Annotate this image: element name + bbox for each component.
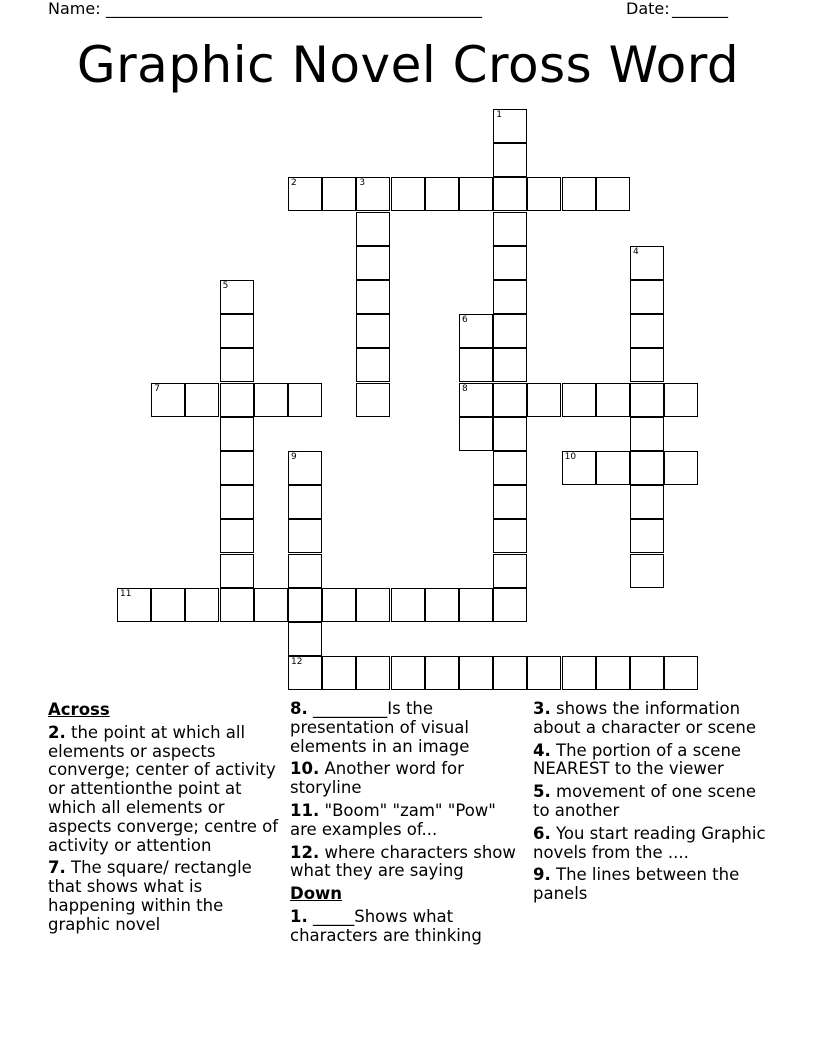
clue-across-10 [290,760,525,798]
crossword-cell[interactable] [562,177,596,211]
crossword-cell[interactable] [220,451,254,485]
crossword-cell[interactable] [254,588,288,622]
crossword-cell[interactable] [322,177,356,211]
clues-column-1 [48,700,283,939]
crossword-cell[interactable] [630,314,664,348]
clue-text: Another word for storyline [290,759,464,798]
crossword-cell[interactable] [493,280,527,314]
clue-across-11 [290,802,525,840]
clue-text: "Boom" "zam" "Pow" are examples of... [290,800,496,839]
crossword-cell[interactable] [425,588,459,622]
clue-text: _________Is the presentation of visual elements in an image [290,699,470,756]
crossword-cell[interactable] [288,588,322,622]
crossword-cell[interactable] [220,588,254,622]
crossword-cell[interactable] [493,383,527,417]
cell-number: 12 [291,657,303,668]
crossword-cell[interactable] [356,246,390,280]
crossword-cell[interactable] [493,314,527,348]
crossword-cell[interactable] [630,519,664,553]
crossword-cell[interactable] [391,177,425,211]
crossword-cell[interactable] [322,656,356,690]
crossword-cell[interactable] [459,588,493,622]
down-heading: Down [290,884,343,904]
crossword-cell[interactable] [493,348,527,382]
cell-number: 7 [154,383,160,394]
page-title: Graphic Novel Cross Word [76,36,740,94]
cell-number: 11 [120,588,132,599]
crossword-cell[interactable] [664,383,698,417]
clue-across-2 [48,724,283,856]
crossword-cell[interactable] [220,348,254,382]
clues-column-3 [533,700,768,908]
crossword-cell[interactable] [493,177,527,211]
crossword-cell[interactable] [596,383,630,417]
crossword-cell[interactable] [425,656,459,690]
crossword-cell[interactable] [220,314,254,348]
crossword-cell[interactable] [630,554,664,588]
crossword-cell[interactable] [630,348,664,382]
crossword-cell[interactable] [630,451,664,485]
crossword-cell[interactable] [288,177,322,211]
clue-number: 2. [48,722,66,742]
crossword-cell[interactable] [151,588,185,622]
clue-number: 9. [533,865,551,885]
crossword-cell[interactable] [493,212,527,246]
crossword-cell[interactable] [596,656,630,690]
crossword-cell[interactable] [459,177,493,211]
crossword-cell[interactable] [356,656,390,690]
crossword-cell[interactable] [596,177,630,211]
crossword-cell[interactable] [562,451,596,485]
crossword-cell[interactable] [254,383,288,417]
clue-number: 1. [290,906,308,926]
date-label: Date: [626,0,670,18]
crossword-cell[interactable] [493,143,527,177]
crossword-cell[interactable] [220,554,254,588]
cell-number: 5 [222,281,229,291]
cell-number: 9 [291,452,297,462]
crossword-cell[interactable] [630,417,664,451]
crossword-cell[interactable] [185,588,219,622]
crossword-cell[interactable] [630,656,664,690]
clue-text: _____Shows what characters are thinking [290,906,482,945]
crossword-cell[interactable] [356,588,390,622]
cell-number: 2 [291,178,297,189]
name-field-line[interactable]: _______________________________________________ [106,0,482,18]
crossword-cell[interactable] [288,519,322,553]
clue-text: You start reading Graphic novels from the .... [533,823,766,862]
date-field-line[interactable]: _______ [672,0,728,18]
crossword-cell[interactable] [220,383,254,417]
crossword-cell[interactable] [493,554,527,588]
clue-number: 5. [533,782,551,802]
crossword-cell[interactable] [527,656,561,690]
crossword-cell[interactable] [459,348,493,382]
clue-number: 7. [48,858,66,878]
crossword-cell[interactable] [630,383,664,417]
crossword-cell[interactable] [220,519,254,553]
crossword-cell[interactable] [288,383,322,417]
crossword-cell[interactable] [356,212,390,246]
clue-number: 8. [290,699,308,718]
cell-number: 6 [462,315,468,326]
crossword-cell[interactable] [664,656,698,690]
clue-number: 12. [290,842,320,862]
clue-text: The lines between the panels [533,865,740,904]
crossword-cell[interactable] [493,485,527,519]
crossword-cell[interactable] [356,314,390,348]
crossword-cell[interactable] [527,177,561,211]
crossword-cell[interactable] [185,383,219,417]
clue-text: The square/ rectangle that shows what is happening within the graphic novel [48,858,252,934]
crossword-cell[interactable] [493,588,527,622]
across-heading: Across [48,700,110,719]
clue-down-4 [533,742,768,780]
crossword-cell[interactable] [288,485,322,519]
crossword-cell[interactable] [493,656,527,690]
clue-down-6 [533,825,768,863]
crossword-cell[interactable] [562,383,596,417]
crossword-cell[interactable] [117,588,151,622]
crossword-cell[interactable] [356,383,390,417]
crossword-cell[interactable] [391,588,425,622]
clue-down-3 [533,700,768,738]
clue-across-7 [48,859,283,934]
crossword-cell[interactable] [391,656,425,690]
clue-across-8 [290,700,525,756]
clue-text: where characters show what they are saying [290,842,516,881]
clue-number: 3. [533,699,551,718]
crossword-cell[interactable] [151,383,185,417]
clue-text: movement of one scene to another [533,782,757,820]
crossword-cell[interactable] [630,246,664,280]
crossword-cell[interactable] [220,485,254,519]
crossword-cell[interactable] [493,109,527,143]
crossword-cell[interactable] [356,280,390,314]
crossword-cell[interactable] [356,348,390,382]
crossword-cell[interactable] [459,314,493,348]
clue-across-12 [290,844,525,882]
cell-number: 4 [633,246,639,257]
clue-text: The portion of a scene NEAREST to the viewer [533,740,742,779]
crossword-cell[interactable] [493,519,527,553]
cell-number: 1 [496,110,502,120]
crossword-cell[interactable] [288,656,322,690]
crossword-cell[interactable] [493,417,527,451]
clues-column-2 [290,700,525,950]
clue-text: the point at which all elements or aspects converge; center of activity or attentionthe point at which all elements or aspects converge; centre of activity or attention [48,722,279,855]
name-label: Name: [48,0,101,18]
crossword-cell[interactable] [493,451,527,485]
clue-down-9 [533,866,768,904]
crossword-cell[interactable] [493,246,527,280]
crossword-cell[interactable] [459,417,493,451]
crossword-cell[interactable] [220,417,254,451]
clue-number: 10. [290,759,320,779]
crossword-cell[interactable] [220,280,254,314]
crossword-cell[interactable] [562,656,596,690]
clue-number: 11. [290,800,320,820]
crossword-cell[interactable] [459,656,493,690]
crossword-cell[interactable] [527,383,561,417]
cell-number: 8 [462,383,468,394]
crossword-cell[interactable] [630,280,664,314]
cell-number: 10 [564,452,577,462]
clue-down-5 [533,783,768,821]
crossword-cell[interactable] [288,622,322,656]
clue-text: shows the information about a character or scene [533,699,757,737]
clue-number: 4. [533,740,551,760]
clue-down-1 [290,908,525,946]
crossword-cell[interactable] [425,177,459,211]
crossword-cell[interactable] [596,451,630,485]
crossword-cell[interactable] [322,588,356,622]
crossword-cell[interactable] [288,451,322,485]
crossword-cell[interactable] [288,554,322,588]
crossword-cell[interactable] [459,383,493,417]
cell-number: 3 [359,178,366,189]
crossword-cell[interactable] [356,177,390,211]
clue-number: 6. [533,823,551,843]
crossword-cell[interactable] [630,485,664,519]
crossword-cell[interactable] [664,451,698,485]
